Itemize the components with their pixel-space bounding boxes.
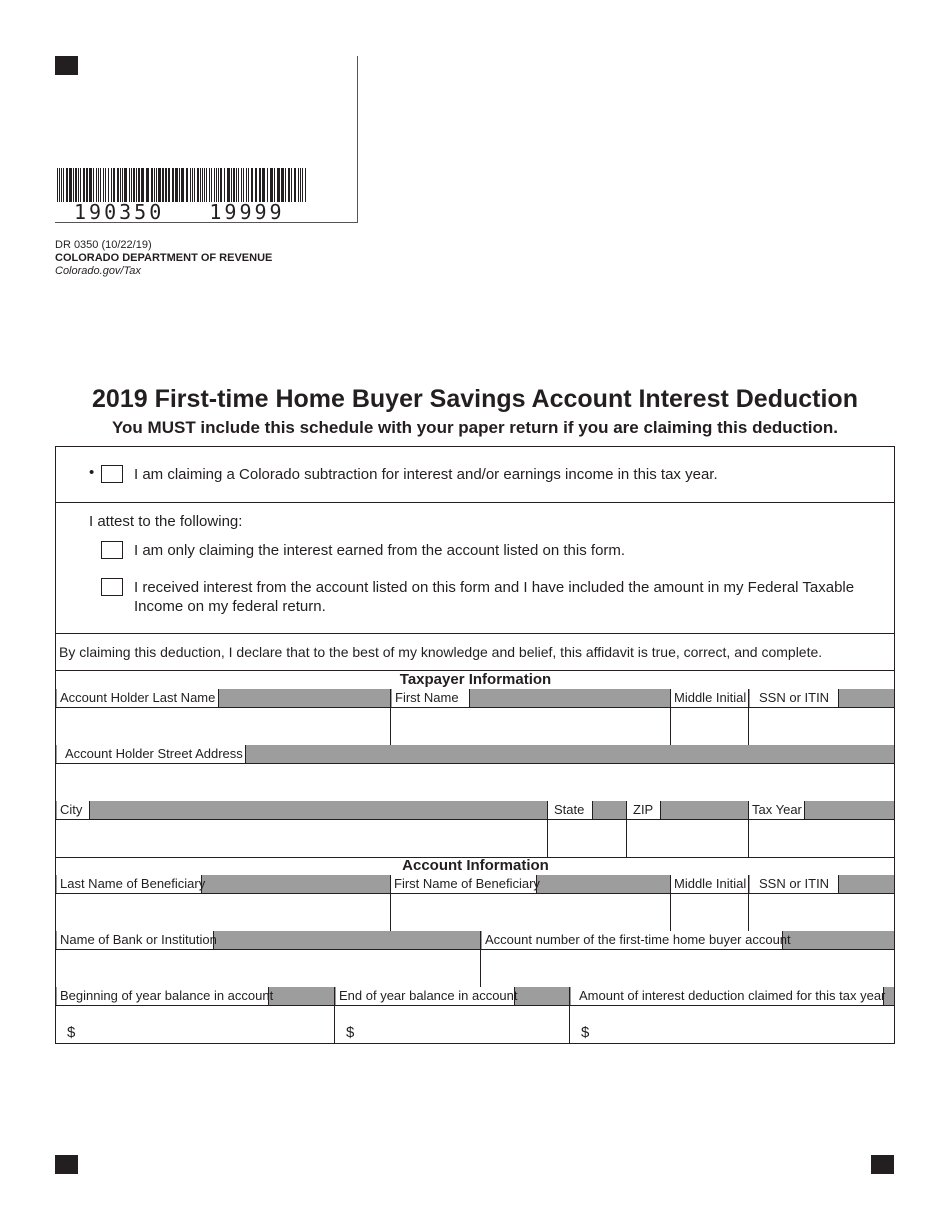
barcode-bar [236, 168, 237, 202]
barcode-bar [285, 168, 286, 202]
barcode-bar [83, 168, 85, 202]
barcode-bar [224, 168, 225, 202]
barcode-bar [63, 168, 64, 202]
form-id: DR 0350 (10/22/19) [55, 239, 152, 251]
barcode-bar [175, 168, 178, 202]
taxpayer-last-name-label: Account Holder Last Name [57, 689, 219, 707]
barcode-bar [100, 168, 101, 202]
attest-checkbox-1[interactable] [101, 541, 123, 559]
taxpayer-street-label: Account Holder Street Address [57, 745, 246, 763]
page-subtitle: You MUST include this schedule with your paper return if you are claiming this deduction. [111, 418, 839, 437]
barcode-number [74, 200, 285, 224]
barcode-bar [216, 168, 217, 202]
barcode-bar [192, 168, 193, 202]
divider [569, 987, 570, 1044]
barcode-bar [248, 168, 249, 202]
barcode-bar [162, 168, 164, 202]
barcode-bar [218, 168, 219, 202]
barcode-bar [227, 168, 230, 202]
taxpayer-state-label: State [548, 801, 593, 819]
attest-item-1: I am only claiming the interest earned from the account listed on this form. [134, 542, 626, 559]
barcode-bar [214, 168, 215, 202]
barcode-number-left: 190350 [74, 200, 165, 224]
account-number-input[interactable] [481, 950, 894, 987]
barcode-bar [220, 168, 222, 202]
end-balance-input[interactable] [359, 1006, 569, 1043]
taxpayer-zip-input[interactable] [627, 820, 748, 856]
interest-claimed-input[interactable] [594, 1006, 894, 1043]
barcode-bar [66, 168, 68, 202]
department-website: Colorado.gov/Tax [55, 265, 141, 277]
barcode-bar [274, 168, 275, 202]
barcode-bar [156, 168, 157, 202]
taxpayer-first-name-input[interactable] [391, 708, 670, 745]
barcode-bar [93, 168, 94, 202]
divider [55, 502, 895, 503]
barcode-bar [186, 168, 188, 202]
bank-name-input[interactable] [56, 950, 480, 987]
barcode-bar [262, 168, 265, 202]
barcode-bar [233, 168, 235, 202]
barcode-bar [206, 168, 207, 202]
barcode-bar [305, 168, 306, 202]
barcode-bar [168, 168, 170, 202]
taxpayer-city-label: City [57, 801, 90, 819]
taxpayer-tax-year-label: Tax Year [749, 801, 805, 819]
barcode-bar [78, 168, 79, 202]
taxpayer-last-name-input[interactable] [56, 708, 390, 745]
barcode-bar [267, 168, 268, 202]
barcode-bar [57, 168, 58, 202]
barcode-bar [122, 168, 123, 202]
barcode-frame-right [357, 56, 358, 223]
taxpayer-first-name-label: First Name [392, 689, 470, 707]
barcode-bar [194, 168, 195, 202]
barcode-bar [197, 168, 199, 202]
beneficiary-ssn-input[interactable] [749, 894, 894, 931]
barcode-bar [165, 168, 167, 202]
attest-intro: I attest to the following: [89, 513, 243, 530]
barcode-bar [69, 168, 72, 202]
barcode-bar [103, 168, 104, 202]
taxpayer-street-input[interactable] [56, 764, 894, 801]
barcode-bar [298, 168, 299, 202]
begin-balance-input[interactable] [80, 1006, 334, 1043]
barcode-bar [204, 168, 205, 202]
bank-name-label: Name of Bank or Institution [57, 931, 214, 949]
barcode-bar [146, 168, 149, 202]
barcode-bar [158, 168, 161, 202]
claim-label: I am claiming a Colorado subtraction for interest and/or earnings income in this tax year. [134, 466, 718, 483]
barcode-bar [259, 168, 261, 202]
interest-claimed-currency: $ [581, 1024, 590, 1041]
barcode-bar [179, 168, 180, 202]
beneficiary-first-name-input[interactable] [391, 894, 670, 931]
barcode-bar [209, 168, 210, 202]
barcode-bar [270, 168, 273, 202]
taxpayer-section-title: Taxpayer Information [399, 671, 552, 688]
barcode-bar [111, 168, 112, 202]
barcode-bar [190, 168, 191, 202]
barcode-bar [231, 168, 232, 202]
barcode-bar [302, 168, 303, 202]
barcode-bar [238, 168, 239, 202]
barcode-bar [277, 168, 280, 202]
taxpayer-tax-year-input[interactable] [749, 820, 894, 856]
barcode-bar [291, 168, 292, 202]
end-balance-currency: $ [346, 1024, 355, 1041]
barcode-bar [243, 168, 244, 202]
beneficiary-last-name-input[interactable] [56, 894, 390, 931]
attest-item-2-line-1: I received interest from the account listed on this form and I have included the amount in my Federal Taxable [134, 579, 855, 596]
taxpayer-ssn-label: SSN or ITIN [750, 689, 839, 707]
beneficiary-first-name-label: First Name of Beneficiary [391, 875, 537, 893]
barcode-bar [120, 168, 121, 202]
barcode-bar [96, 168, 97, 202]
barcode-bar [172, 168, 174, 202]
barcode-bar [124, 168, 127, 202]
barcode-bar [151, 168, 153, 202]
beneficiary-middle-initial-input[interactable] [671, 894, 748, 931]
account-number-label: Account number of the first-time home buyer account [482, 931, 783, 949]
barcode-bar [281, 168, 284, 202]
page-title: 2019 First-time Home Buyer Savings Account Interest Deduction [92, 385, 858, 413]
barcode-bar [241, 168, 242, 202]
barcode-bar [86, 168, 88, 202]
barcode-bar [89, 168, 92, 202]
barcode-bar [138, 168, 140, 202]
barcode-number-right: 19999 [209, 200, 285, 224]
begin-balance-label: Beginning of year balance in account [57, 987, 269, 1005]
taxpayer-ssn-input[interactable] [749, 708, 894, 745]
divider [55, 633, 895, 634]
barcode-bar [59, 168, 60, 202]
barcode-bar [141, 168, 144, 202]
taxpayer-state-input[interactable] [548, 820, 626, 856]
taxpayer-zip-label: ZIP [627, 801, 661, 819]
attest-item-2-line-2: Income on my federal return. [134, 598, 326, 615]
interest-claimed-label: Amount of interest deduction claimed for this tax year [571, 987, 884, 1005]
department-name: COLORADO DEPARTMENT OF REVENUE [55, 252, 273, 264]
registration-mark-bottom-left [55, 1155, 78, 1174]
end-balance-label: End of year balance in account [336, 987, 515, 1005]
claim-bullet: • [89, 464, 95, 481]
barcode-bar [105, 168, 106, 202]
beneficiary-ssn-label: SSN or ITIN [750, 875, 839, 893]
claim-checkbox[interactable] [101, 465, 123, 483]
barcode-bar [181, 168, 184, 202]
barcode-bar [133, 168, 135, 202]
barcode-bar [288, 168, 290, 202]
account-section-title: Account Information [402, 857, 549, 874]
taxpayer-middle-initial-label: Middle Initial [671, 689, 749, 707]
beneficiary-middle-initial-label: Middle Initial [671, 875, 749, 893]
barcode-bar [131, 168, 132, 202]
barcode-bar [61, 168, 62, 202]
barcode-bar [108, 168, 109, 202]
barcode-bar [113, 168, 115, 202]
barcode-bar [202, 168, 203, 202]
barcode-bar [73, 168, 74, 202]
barcode-bar [255, 168, 257, 202]
registration-mark-top-left [55, 56, 78, 75]
barcode-bar [75, 168, 77, 202]
barcode-bar [117, 168, 119, 202]
barcode [57, 168, 309, 202]
barcode-bar [246, 168, 247, 202]
barcode-bar [294, 168, 296, 202]
barcode-bar [251, 168, 253, 202]
taxpayer-city-input[interactable] [56, 820, 547, 856]
barcode-bar [300, 168, 301, 202]
attest-checkbox-2[interactable] [101, 578, 123, 596]
taxpayer-middle-initial-input[interactable] [671, 708, 748, 745]
barcode-bar [200, 168, 201, 202]
begin-balance-currency: $ [67, 1024, 76, 1041]
divider [334, 987, 335, 1044]
barcode-bar [98, 168, 99, 202]
barcode-bar [154, 168, 155, 202]
barcode-bar [129, 168, 130, 202]
barcode-bar [211, 168, 212, 202]
beneficiary-last-name-label: Last Name of Beneficiary [57, 875, 202, 893]
barcode-bar [80, 168, 81, 202]
registration-mark-bottom-right [871, 1155, 894, 1174]
declaration-text: By claiming this deduction, I declare that to the best of my knowledge and belief, this affidavit is true, correct, and complete. [59, 644, 823, 660]
barcode-bar [136, 168, 137, 202]
